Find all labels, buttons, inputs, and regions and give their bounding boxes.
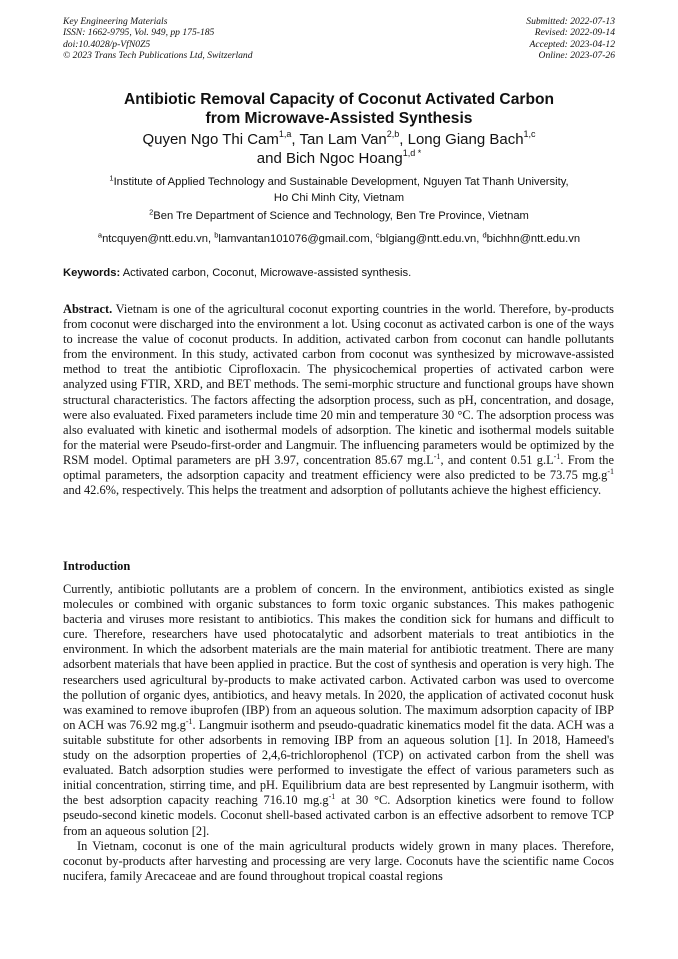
affiliation-text: Institute of Applied Technology and Sustainable Development, Nguyen Tat Thanh University,	[113, 176, 569, 188]
email-sup: d	[482, 230, 487, 240]
date-accepted: Accepted: 2023-04-12	[529, 38, 615, 50]
email-link[interactable]: lamvantan101076@gmail.com	[218, 233, 370, 245]
author-name: Bich Ngoc Hoang	[285, 150, 403, 167]
email-sup: a	[97, 230, 103, 240]
author-emails: $^a$ntcquyen@ntt.edu.vn, $^b$lamvantan101076@gmail.com, $^c$blgiang@ntt.edu.vn, $^d$bichhn@ntt.edu.vn	[97, 230, 581, 245]
affiliation-2	[0, 209, 678, 225]
introduction-body	[63, 582, 614, 884]
author-name: Tan Lam Van	[299, 131, 387, 148]
author-affil-sup: 1,c	[523, 129, 536, 139]
author-name: Quyen Ngo Thi Cam	[142, 131, 279, 148]
affiliation-sup: 2	[149, 207, 154, 217]
author-separator: ,	[399, 131, 408, 148]
email-sup: b	[214, 230, 219, 240]
publication-dates	[526, 16, 615, 62]
date-online: Online: 2023-07-26	[538, 50, 615, 62]
email-link[interactable]: bichhn@ntt.edu.vn	[486, 233, 581, 245]
keywords-text: Activated carbon, Coconut, Microwave-assisted synthesis.	[120, 267, 412, 279]
author-affil-sup: 1,a	[278, 129, 292, 139]
title-line-1: Antibiotic Removal Capacity of Coconut Activated Carbon	[123, 91, 555, 108]
affiliation-text: Ho Chi Minh City, Vietnam	[273, 191, 405, 204]
journal-issn: ISSN: 1662-9795, Vol. 949, pp 175-185	[63, 27, 215, 39]
section-heading-introduction: Introduction	[63, 559, 131, 573]
paragraph: In Vietnam, coconut is one of the main agricultural products widely grown in many places. Therefore, coconut by-products after harvesting and processing are very large. Coconuts have the scientific name Cocos nucifera, family Arecaceae and are found throughout tropical coastal regions	[63, 838, 614, 883]
email-link[interactable]: blgiang@ntt.edu.vn	[379, 233, 477, 245]
journal-copyright: © 2023 Trans Tech Publications Ltd, Switzerland	[63, 50, 253, 62]
author-conjunction: and	[256, 150, 286, 167]
title-line-2: from Microwave-Assisted Synthesis	[205, 110, 473, 127]
author-name: Long Giang Bach	[407, 131, 524, 148]
journal-name: Key Engineering Materials	[63, 16, 168, 27]
author-list	[0, 130, 678, 168]
author-affil-sup: 1,d *	[402, 148, 422, 158]
abstract-label: Abstract.	[63, 302, 113, 316]
journal-doi: doi:10.4028/p-VfN0Z5	[63, 38, 151, 50]
abstract: Abstract. Vietnam is one of the agricultural coconut exporting countries in the world. Therefore, by-products from coconut were discharged into the environment a lot. Using coconut as activated carbon is one of the ways to increase the value of coconut products. In addition, activated carbon from coconut can handle pollutants from the environment. In this study, activated carbon from coconut was synthesized by microwave-assisted method to treat the antibiotic Ciprofloxacin. The physicochemical properties of activated carbon were analyzed using FTIR, XRD, and BET methods. The semi-morphic structure and functional groups have shown structural characteristics. The factors affecting the adsorption process, such as pH, concentration, and dosage, were also evaluated. Fixed parameters include time 20 min and temperature 30 °C. The adsorption process was also evaluated with kinetic and isothermal models of adsorption. The kinetic and isothermal models suitable for the material were Pseudo-first-order and Langmuir. The influencing parameters would be optimized by the RSM model. Optimal parameters are pH 3.97, concentration 85.67 $mg.L^{-1}$, and content 0.51 $g.L^{-1}$. From the optimal parameters, the adsorption capacity and treatment efficiency were also predicted to be 73.75 $mg.g^{-1}$ and 42.6%, respectively. This helps the treatment and adsorption of pollutants achieve the highest efficiency.	[63, 302, 614, 498]
author-separator: ,	[291, 131, 300, 148]
author-affil-sup: 2,b	[386, 129, 400, 139]
date-submitted: Submitted: 2022-07-13	[526, 16, 615, 27]
affiliation-text: Ben Tre Department of Science and Technology, Ben Tre Province, Vietnam	[153, 210, 529, 222]
affiliation-sup: 1	[109, 173, 114, 183]
affiliation-1	[0, 175, 678, 206]
email-link[interactable]: ntcquyen@ntt.edu.vn	[102, 233, 208, 245]
paragraph: Currently, antibiotic pollutants are a problem of concern. In the environment, antibiotics existed as single molecules or combined with organic substances to form toxic organic substances. This makes pathogenic bacteria and viruses more resistant to antibiotics. This makes the condition sick for humans and difficult to cure. Therefore, researchers have used photocatalytic and adsorbent materials to treat antibiotics in the environment. In which the adsorbent materials are the main material for antibiotic treatment. There are many adsorbent materials that have been applied in practice. But the cost of synthesis and operation is very high. The researchers used agricultural by-products to make activated carbon. Activated carbon was used to overcome the pollution of organic dyes, antibiotics, and heavy metals. In 2020, the application of activated coconut husk was examined to remove ibuprofen (IBP) from an aqueous solution. The maximum adsorption capacity of IBP on ACH was 76.92 $mg.g^{-1}$. Langmuir isotherm and pseudo-quadratic kinematics model fit the data. ACH was a suitable substitute for other adsorbents in removing IBP from an aqueous solution [1]. In 2018, Hameed's study on the adsorption properties of 2,4,6-trichlorophenol (TCP) on activated carbon from the shell was evaluated. Batch adsorption studies were performed to investigate the effect of various parameters such as initial concentration, stirring time, and pH. Equilibrium data are best represented by Langmuir isotherm, with the best adsorption capacity reaching 716.10 $mg.g^{-1}$ at 30 °C. Adsorption kinetics were found to follow pseudo-second kinetic models. Coconut shell-based activated carbon is an effective adsorbent to remove TCP from an aqueous solution [2].	[63, 582, 614, 838]
author-row-1	[0, 130, 678, 149]
keywords	[63, 266, 615, 281]
keywords-label: Keywords:	[63, 267, 121, 279]
paper-title	[0, 90, 678, 128]
author-row-2	[0, 149, 678, 168]
journal-info	[63, 16, 253, 62]
email-sup: c	[375, 230, 380, 240]
date-revised: Revised: 2022-09-14	[534, 27, 615, 39]
